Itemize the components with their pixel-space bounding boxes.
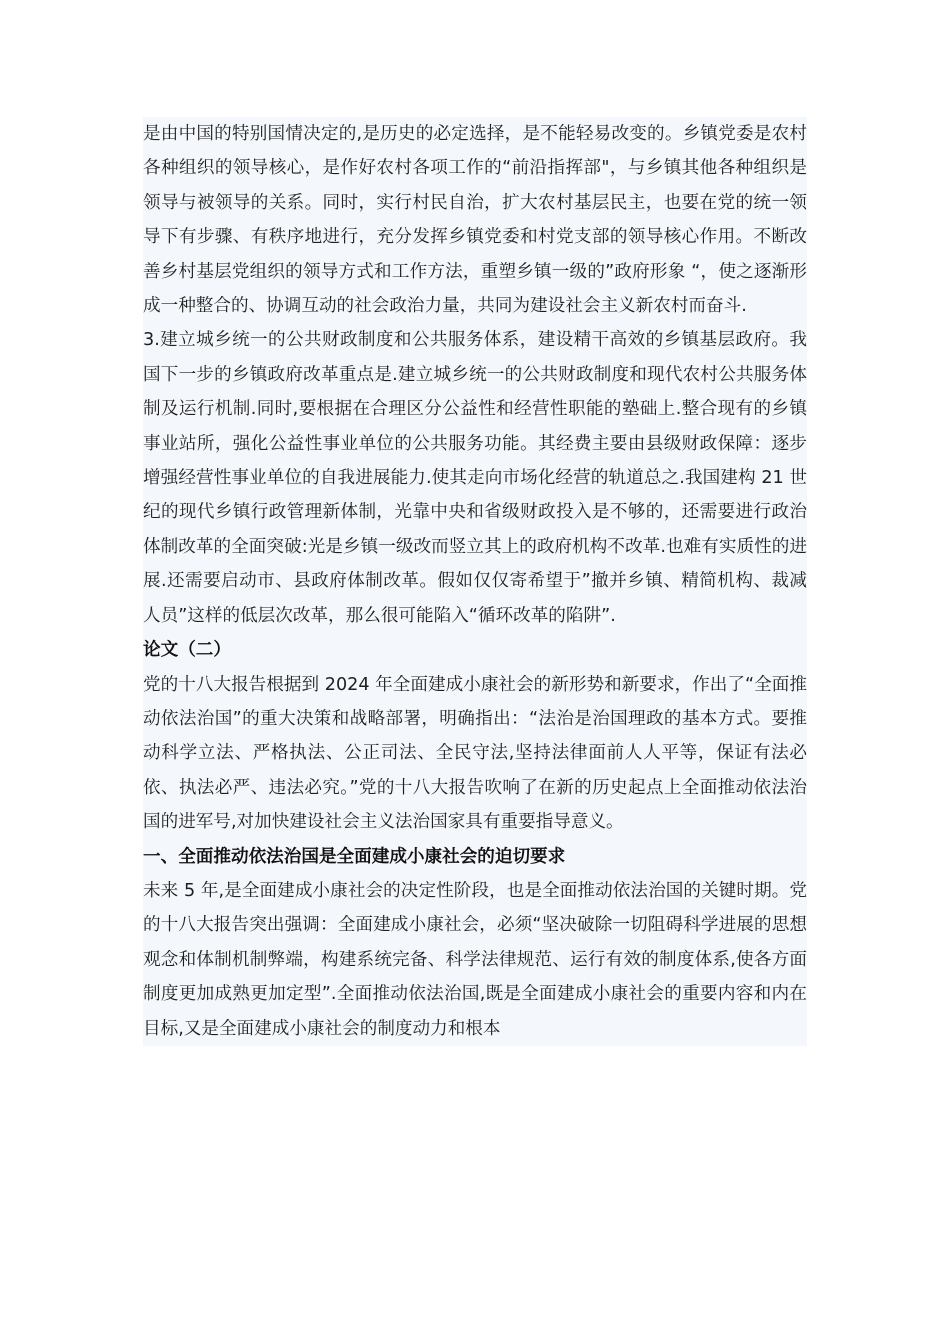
paragraph-next-five-years: 未来 5 年,是全面建成小康社会的决定性阶段，也是全面推动依法治国的关键时期。党的十八大报告突出强调：全面建成小康社会，必须“坚决破除一切阻碍科学进展的思想观念和体制机制弊端，构建系统完备、科学法律规范、运行有效的制度体系,使各方面制度更加成熟更加定型”.全面推动依法治国,既是全面建成小康社会的重要内容和内在目标,又是全面建成小康社会的制度动力和根本 [143,880,807,1039]
paragraph-party-leadership: 是由中国的特别国情决定的,是历史的必定选择，是不能轻易改变的。乡镇党委是农村各种组织的领导核心，是作好农村各项工作的“前沿指挥部"，与乡镇其他各种组织是领导与被领导的关系。同时，实行村民自治，扩大农村基层民主，也要在党的统一领导下有步骤、有秩序地进行，充分发挥乡镇党委和村党支部的领导核心作用。不断改善乡村基层党组织的领导方式和工作方法，重塑乡镇一级的”政府形象 “，使之逐渐形成一种整合的、协调互动的社会政治力量，共同为建设社会主义新农村而奋斗. [143,124,807,317]
paragraph-public-finance: 3.建立城乡统一的公共财政制度和公共服务体系，建设精干高效的乡镇基层政府。我国下一步的乡镇政府改革重点是.建立城乡统一的公共财政制度和现代农村公共服务体制及运行机制.同时,要根据在合理区分公益性和经营性职能的塾础上.整合现有的乡镇事业站所，强化公益性事业单位的公共服务功能。其经费主要由县级财政保障：逐步增强经营性事业单位的自我进展能力.使其走向市场化经营的轨道总之.我国建构 21 世纪的现代乡镇行政管理新体制，光靠中央和省级财政投入是不够的，还需要进行政治体制改革的全面突破:光是乡镇一级改而竖立其上的政府机构不改革.也难有实质性的进展.还需要启动市、县政府体制改革。假如仅仅寄希望于”撤并乡镇、精简机构、裁减人员”这样的低层次改革，那么很可能陷入“循环改革的陷阱”. [143,330,807,626]
section-heading-thesis-two: 论文（二） [143,640,231,661]
document-body [143,117,807,1046]
section-heading-rule-of-law: 一、全面推动依法治国是全面建成小康社会的迫切要求 [143,846,566,867]
paragraph-eighteenth-congress: 党的十八大报告根据到 2024 年全面建成小康社会的新形势和新要求，作出了“全面推动依法治国”的重大决策和战略部署，明确指出：“法治是治国理政的基本方式。要推动科学立法、严格执法、公正司法、全民守法,坚持法律面前人人平等，保证有法必依、执法必严、违法必究。”党的十八大报告吹响了在新的历史起点上全面推动依法治国的进军号,对加快建设社会主义法治国家具有重要指导意义。 [143,674,807,833]
